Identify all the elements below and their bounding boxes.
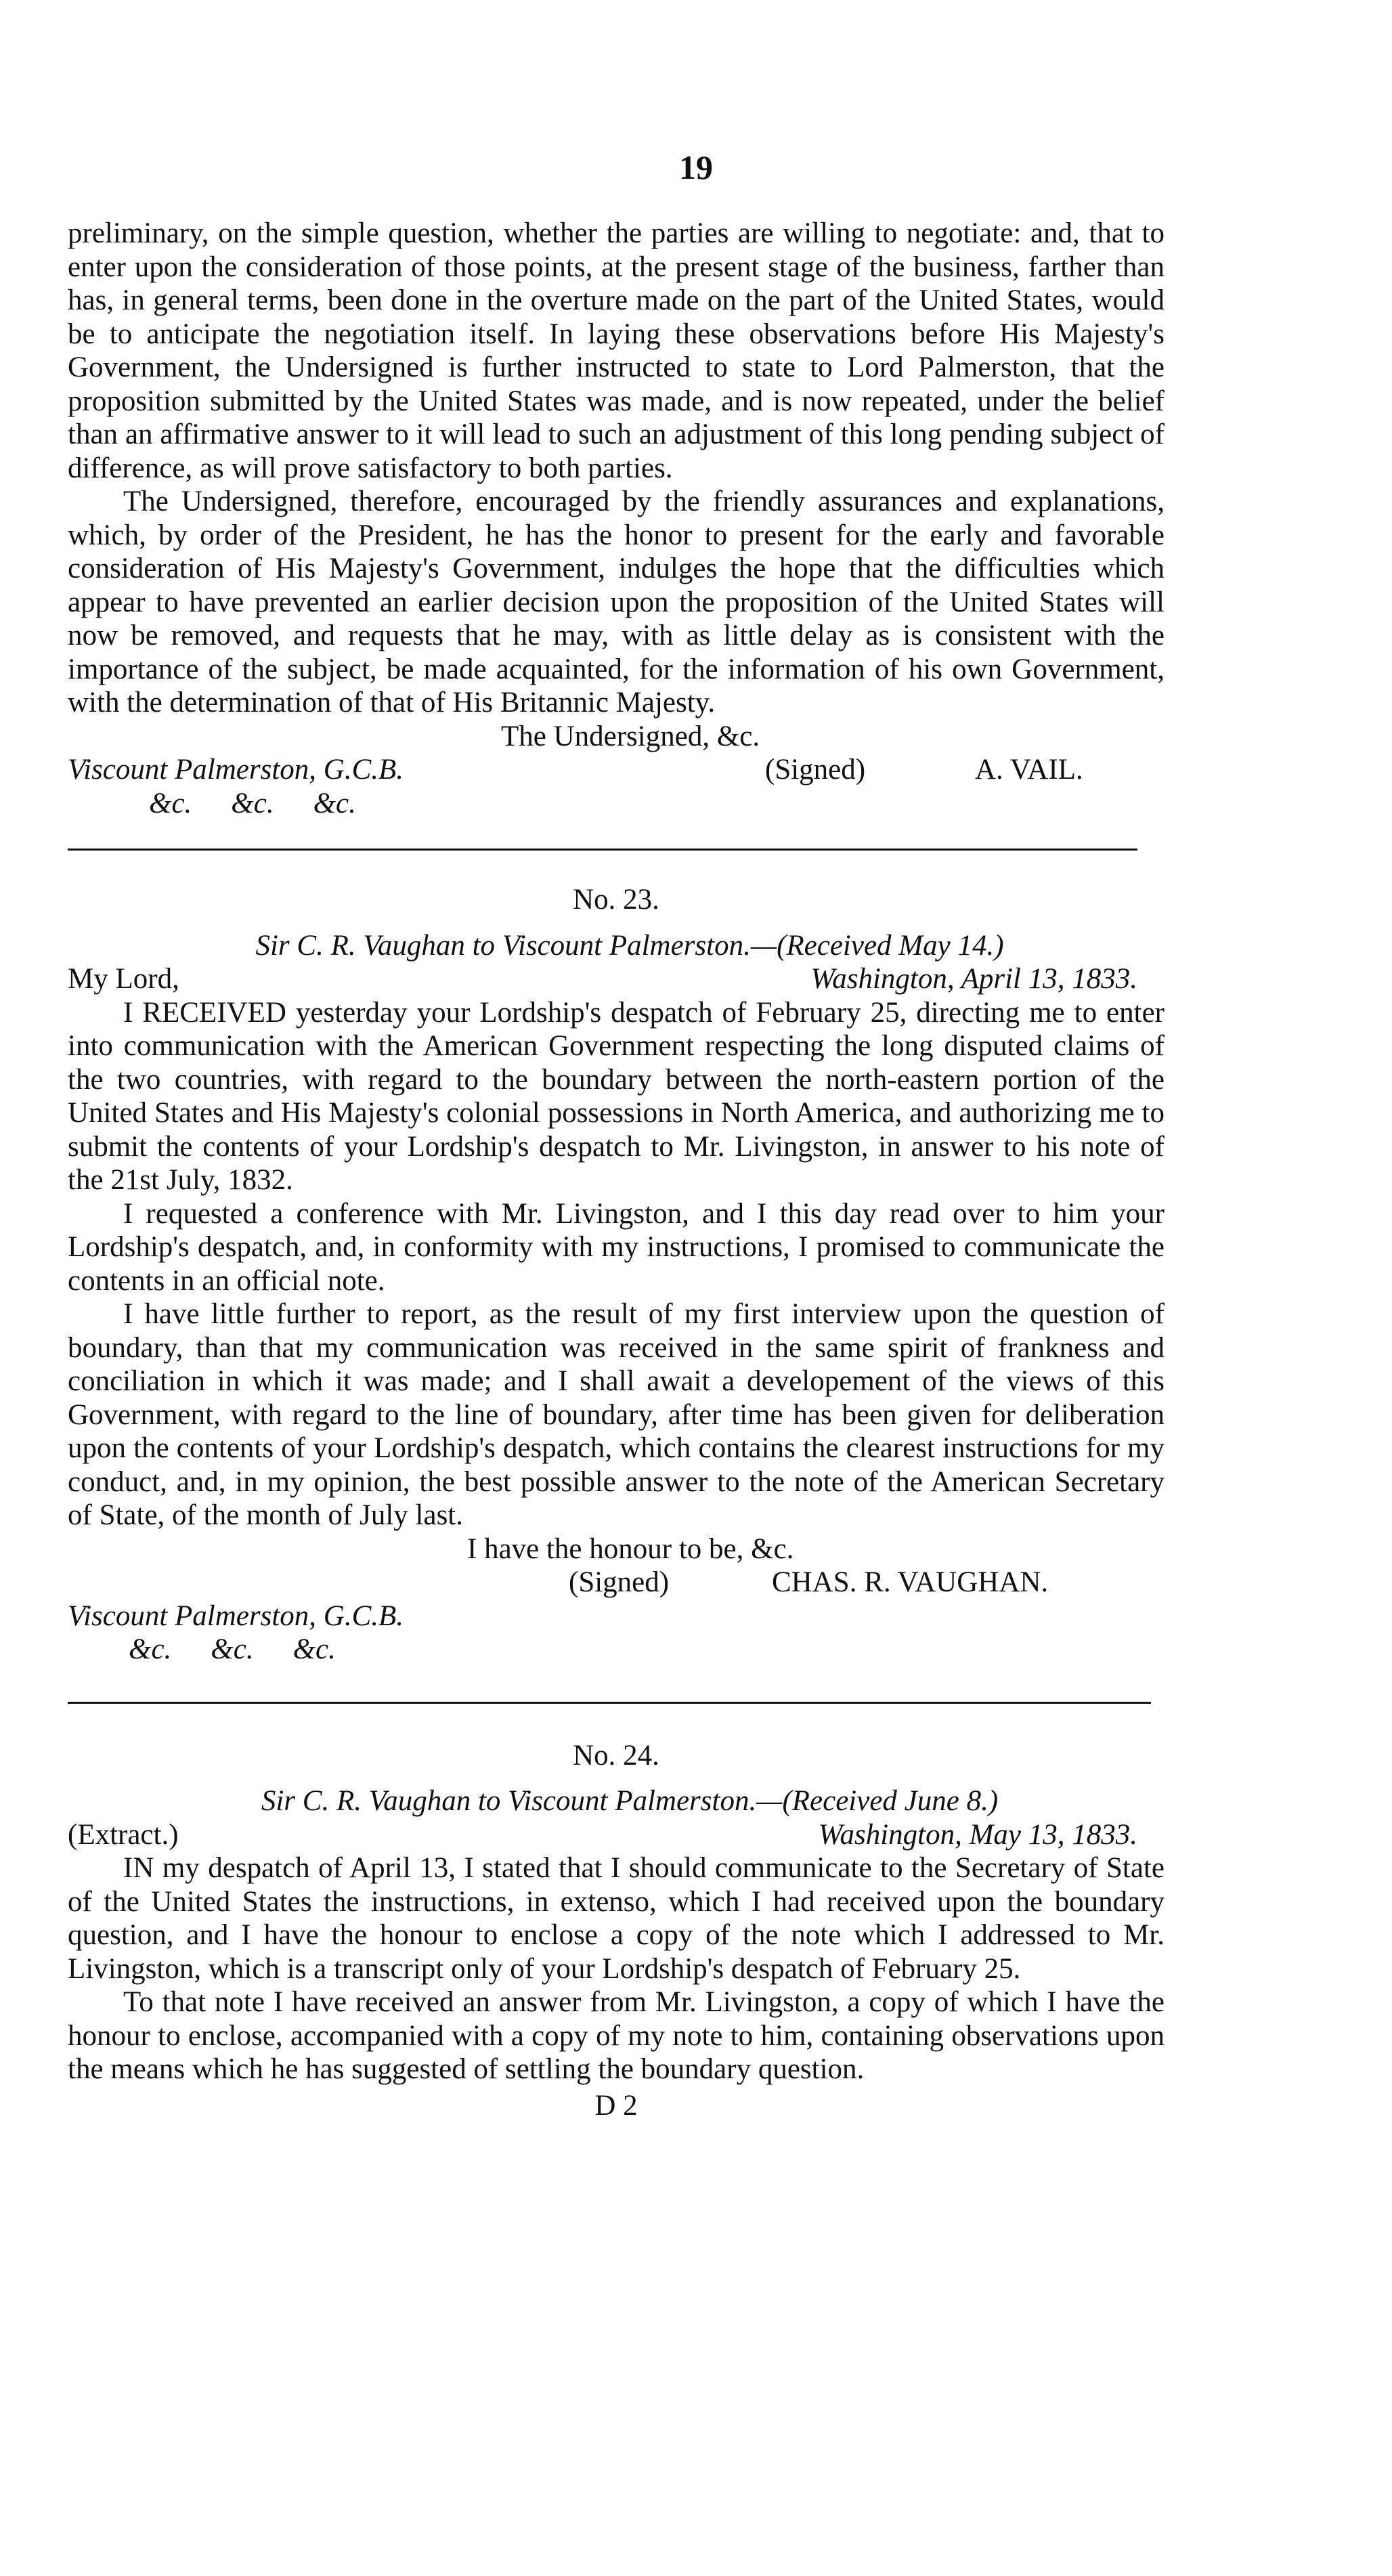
etc-2: &c. xyxy=(231,787,274,819)
page-body xyxy=(68,217,1165,2122)
no23-signed-label: (Signed) xyxy=(569,1566,670,1598)
no23-place-date: Washington, April 13, 1833. xyxy=(810,963,1137,995)
vail-closing: The Undersigned, &c. xyxy=(501,720,760,752)
no23-paragraph-2: I requested a conference with Mr. Livingston, and I this day read over to him your Lordship's despatch, and, in conformity with my instructions, I promised to communicate the contents in an official note. xyxy=(68,1197,1165,1297)
etc-3: &c. xyxy=(292,1633,336,1665)
page-number: 19 xyxy=(679,148,713,186)
vail-addressee: Viscount Palmerston, G.C.B. xyxy=(68,754,404,786)
vail-signatory: A. VAIL. xyxy=(975,754,1083,786)
divider-2 xyxy=(68,1702,1151,1704)
signature-mark: D 2 xyxy=(594,2089,638,2122)
vail-etc xyxy=(68,787,1165,821)
no23-salutation-row xyxy=(68,962,1165,996)
no23-signatory: CHAS. R. VAUGHAN. xyxy=(772,1566,1049,1598)
no24-place-date: Washington, May 13, 1833. xyxy=(818,1818,1137,1851)
vail-signed-label: (Signed) xyxy=(765,754,866,786)
vail-signature-row xyxy=(68,753,1165,787)
no24-number: No. 24. xyxy=(573,1739,659,1772)
no23-paragraph-1: I RECEIVED yesterday your Lordship's despatch of February 25, directing me to enter into communication with the American Government respecting the long disputed claims of the two countries, with regard to the boundary between the north-eastern portion of the United States and His Majesty's colonial possessions in North America, and authorizing me to submit the contents of your Lordship's despatch to Mr. Livingston, in answer to his note of the 21st July, 1832. xyxy=(68,996,1165,1196)
no23-closing: I have the honour to be, &c. xyxy=(467,1532,794,1565)
etc-2: &c. xyxy=(211,1633,254,1665)
no24-label-row xyxy=(68,1818,1165,1852)
no24-heading: Sir C. R. Vaughan to Viscount Palmerston.—(Received June 8.) xyxy=(261,1785,999,1817)
no24-paragraph-2: To that note I have received an answer from Mr. Livingston, a copy of which I have the honour to enclose, accompanied with a copy of my note to him, containing observations upon the means which he has suggested of settling the boundary question. xyxy=(68,1986,1165,2085)
etc-3: &c. xyxy=(313,787,356,819)
no23-etc xyxy=(68,1633,1165,1667)
no23-number: No. 23. xyxy=(573,884,659,916)
no23-signature-row xyxy=(68,1566,1165,1600)
etc-1: &c. xyxy=(149,787,192,819)
no23-addressee: Viscount Palmerston, G.C.B. xyxy=(68,1600,404,1632)
etc-1: &c. xyxy=(129,1633,172,1665)
vail-paragraph-2: The Undersigned, therefore, encouraged by the friendly assurances and explanations, which, by order of the President, he has the honor to present for the early and favorable consideration of His Majesty's Government, indulges the hope that the difficulties which appear to have prevented an earlier decision upon the proposition of the United States will now be removed, and requests that he may, with as little delay as is consistent with the importance of the subject, be made acquainted, for the information of his own Government, with the determination of that of His Britannic Majesty. xyxy=(68,486,1165,718)
no24-extract-label: (Extract.) xyxy=(68,1818,179,1851)
no23-heading: Sir C. R. Vaughan to Viscount Palmerston.—(Received May 14.) xyxy=(255,929,1004,962)
divider-1 xyxy=(68,849,1137,851)
no23-salutation: My Lord, xyxy=(68,963,179,995)
vail-paragraph-1: preliminary, on the simple question, whether the parties are willing to negotiate: and, that to enter upon the consideration of those points, at the present stage of the business, farther than has, in general terms, been done in the overture made on the part of the United States, would be to anticipate the negotiation itself. In laying these observations before His Majesty's Government, the Undersigned is further instructed to state to Lord Palmerston, that the proposition submitted by the United States was made, and is now repeated, under the belief than an affirmative answer to it will lead to such an adjustment of this long pending subject of difference, as will prove satisfactory to both parties. xyxy=(68,217,1165,484)
no24-paragraph-1: IN my despatch of April 13, I stated that I should communicate to the Secretary of State of the United States the instructions, in extenso, which I had received upon the boundary question, and I have the honour to enclose a copy of the note which I addressed to Mr. Livingston, which is a transcript only of your Lordship's despatch of February 25. xyxy=(68,1852,1165,1985)
no23-paragraph-3: I have little further to report, as the result of my first interview upon the question of boundary, than that my communication was received in the same spirit of frankness and conciliation in which it was made; and I shall await a developement of the views of this Government, with regard to the line of boundary, after time has been given for deliberation upon the contents of your Lordship's despatch, which contains the clearest instructions for my conduct, and, in my opinion, the best possible answer to the note of the American Secretary of State, of the month of July last. xyxy=(68,1298,1165,1531)
